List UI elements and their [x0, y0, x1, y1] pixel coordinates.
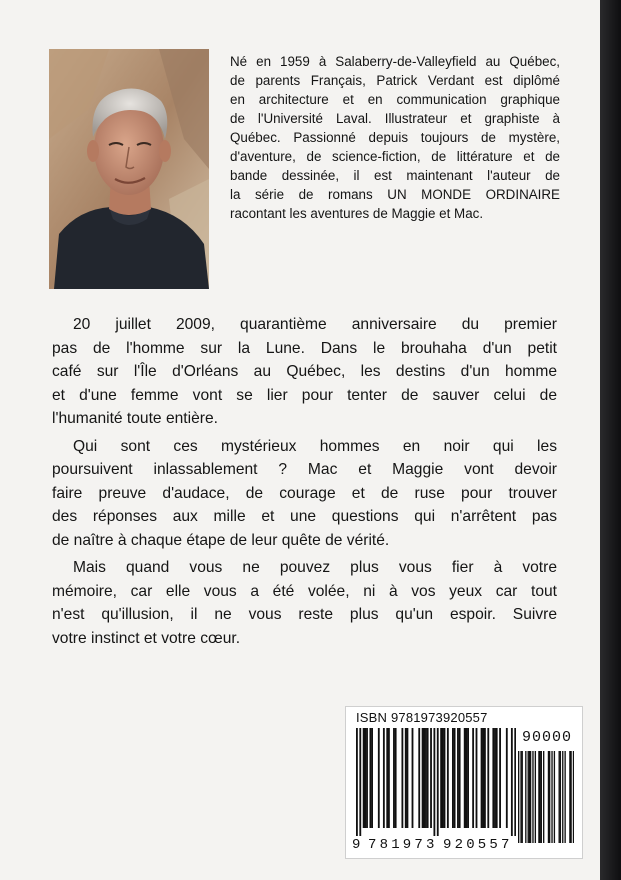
barcode-lead-digit: 9: [352, 837, 361, 853]
barcode-right-digits: 920557: [443, 837, 513, 853]
bio-line: de parents Français, Patrick Verdant est diplômé: [230, 73, 560, 88]
addon-bar: [573, 751, 574, 843]
barcode-bar: [405, 728, 407, 828]
barcode-bar: [430, 728, 432, 828]
synopsis-paragraph: [52, 313, 557, 431]
addon-bar: [539, 751, 540, 843]
barcode-bar: [412, 728, 414, 828]
addon-bar: [518, 751, 519, 843]
author-portrait-image: [49, 49, 209, 289]
barcode-addon-digits: 90000: [522, 729, 573, 746]
barcode-bar: [492, 728, 494, 828]
barcode-bar: [514, 728, 516, 836]
barcode-bar: [440, 728, 442, 828]
barcode-bar: [499, 728, 501, 828]
barcode-bar: [401, 728, 403, 828]
synopsis-line: n'est qu'illusion, il ne vous reste plus qu'un espoir. Suivre: [52, 606, 557, 623]
barcode-bar: [464, 728, 466, 828]
synopsis-line: poursuivent inlassablement ? Mac et Maggie vont devoir: [52, 461, 557, 478]
barcode-bar: [452, 728, 454, 828]
barcode-bar: [427, 728, 429, 828]
bio-line: de l'Université Laval. Illustrateur et graphiste à: [230, 111, 560, 126]
barcode-box: [345, 706, 583, 859]
barcode-bar: [364, 728, 366, 828]
barcode-bar: [369, 728, 371, 828]
barcode-bar: [423, 728, 425, 828]
addon-bar: [529, 751, 530, 843]
barcode-bar: [467, 728, 469, 828]
barcode-bar: [371, 728, 373, 828]
barcode-bar: [366, 728, 368, 828]
barcode-bar: [433, 728, 435, 836]
addon-bar: [548, 751, 549, 843]
synopsis-paragraph: [52, 556, 557, 650]
addon-bar: [549, 751, 550, 843]
synopsis: [52, 313, 557, 654]
synopsis-line: Mais quand vous ne pouvez plus vous fier à votre: [73, 559, 557, 576]
addon-bar: [532, 751, 533, 843]
addon-bar: [520, 751, 521, 843]
barcode-bar: [447, 728, 449, 828]
spine-edge: [600, 0, 621, 880]
bio-line: Québec. Passionné depuis toujours de mystère,: [230, 130, 560, 145]
addon-bar: [551, 751, 552, 843]
barcode-bar: [383, 728, 385, 828]
synopsis-line: Qui sont ces mystérieux hommes en noir qui les: [73, 437, 557, 455]
synopsis-line: et d'une femme vont se lier pour tenter de sauver celui de: [52, 386, 557, 404]
barcode-bar: [388, 728, 390, 828]
barcode-left-digits: 781973: [368, 837, 438, 853]
barcode-bar: [496, 728, 498, 828]
addon-bar: [564, 751, 565, 843]
addon-bar: [522, 751, 523, 843]
barcode-bar: [356, 728, 358, 836]
barcode-bar: [425, 728, 427, 828]
barcode-bar: [444, 728, 446, 828]
addon-bar: [569, 751, 570, 843]
barcode-bar: [359, 728, 361, 836]
barcode-bar: [437, 728, 439, 836]
barcode-bar: [465, 728, 467, 828]
barcode-bar: [422, 728, 424, 828]
barcode-bar: [482, 728, 484, 828]
author-bio: [230, 52, 560, 223]
barcode-bar: [472, 728, 474, 828]
bio-line: en architecture et en communication graphique: [230, 92, 560, 107]
synopsis-line: pas de l'homme sur la Lune. Dans le brouhaha d'un petit: [52, 339, 557, 357]
barcode-bar: [457, 728, 459, 828]
addon-bar: [562, 751, 563, 843]
barcode-bar: [393, 728, 395, 828]
author-photo: [49, 49, 209, 289]
bio-line: d'aventure, de science-fiction, de littérature et de: [230, 149, 560, 164]
barcode-bar: [395, 728, 397, 828]
synopsis-line: café sur l'Île d'Orléans au Québec, les destins d'un homme: [52, 363, 557, 380]
addon-barcode: [518, 751, 574, 843]
barcode-bar: [442, 728, 444, 828]
barcode-bar: [494, 728, 496, 828]
synopsis-line: 20 juillet 2009, quarantième anniversaire du premier: [73, 316, 557, 333]
barcode-bar: [476, 728, 478, 828]
addon-bar: [554, 751, 555, 843]
barcode-bar: [484, 728, 486, 828]
bio-line: Né en 1959 à Salaberry-de-Valleyfield au Québec,: [230, 54, 560, 69]
addon-bar: [543, 751, 544, 843]
synopsis-line: des réponses aux mille et une questions qui n'arrêtent pas: [52, 508, 557, 525]
synopsis-paragraph: [52, 435, 557, 553]
bio-line: la série de romans UN MONDE ORDINAIRE: [230, 187, 560, 202]
ean13-barcode: [356, 728, 516, 836]
barcode-bar: [481, 728, 483, 828]
addon-bar: [560, 751, 561, 843]
synopsis-line: de naître à chaque étape de leur quête de vérité.: [52, 531, 390, 549]
barcode-bar: [407, 728, 409, 828]
barcode-bar: [386, 728, 388, 828]
addon-bar: [535, 751, 536, 843]
barcode-bar: [506, 728, 508, 828]
addon-bar: [559, 751, 560, 843]
addon-bar: [525, 751, 526, 843]
barcode-bar: [459, 728, 461, 828]
barcode-bar: [378, 728, 380, 828]
addon-bar: [570, 751, 571, 843]
barcode-bar: [511, 728, 513, 836]
barcode-bar: [418, 728, 420, 828]
addon-bar: [538, 751, 539, 843]
synopsis-line: mémoire, car elle vous a été volée, ni à vos yeux car tout: [52, 582, 557, 600]
synopsis-line: votre instinct et votre cœur.: [52, 629, 241, 647]
addon-bar: [541, 751, 542, 843]
addon-bar: [530, 751, 531, 843]
bio-line: racontant les aventures de Maggie et Mac.: [230, 206, 484, 221]
barcode-bar: [454, 728, 456, 828]
synopsis-line: faire preuve d'audace, de courage et de ruse pour trouver: [52, 484, 557, 502]
barcode-bar: [363, 728, 365, 828]
barcode-bar: [487, 728, 489, 828]
synopsis-line: l'humanité toute entière.: [52, 410, 218, 427]
isbn-label: ISBN 9781973920557: [356, 710, 488, 725]
bio-line: bande dessinée, il est maintenant l'auteur de: [230, 168, 560, 183]
addon-bar: [528, 751, 529, 843]
